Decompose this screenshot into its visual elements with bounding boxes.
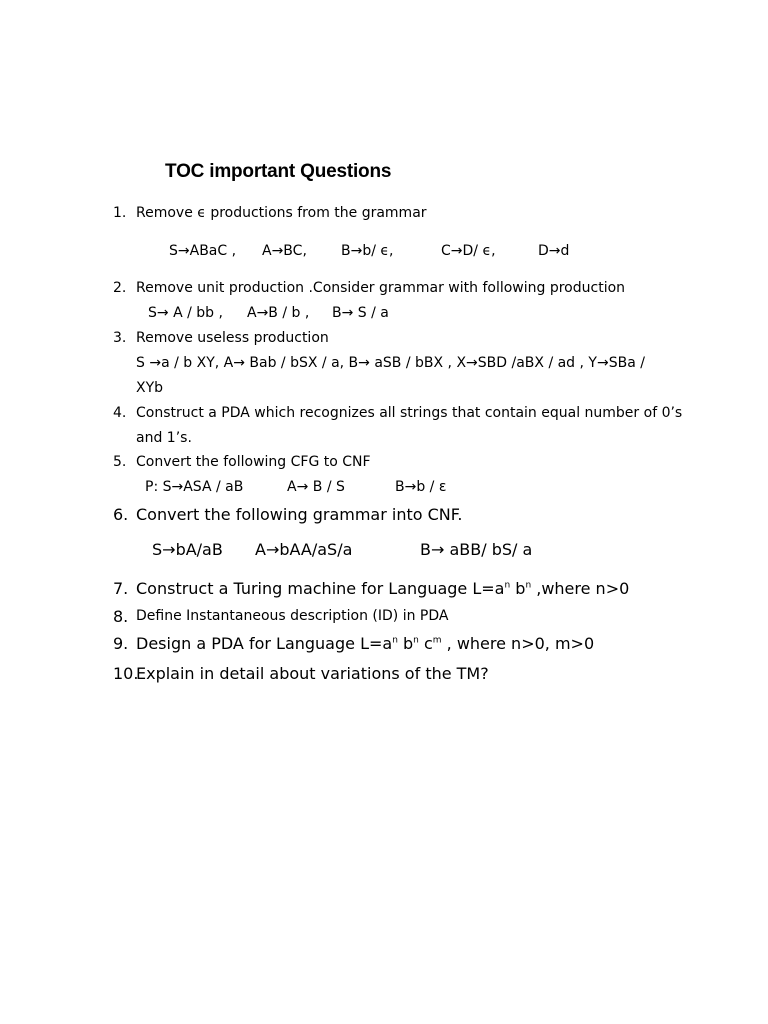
- production: A→ B / S: [287, 479, 345, 495]
- question-text: Convert the following grammar into CNF.: [136, 505, 463, 524]
- production: B→b / ε: [395, 479, 447, 495]
- question-number: 9.: [113, 634, 129, 653]
- question-number: 8.: [113, 607, 129, 626]
- page-title: TOC important Questions: [165, 161, 392, 182]
- question-text: Remove useless production: [136, 330, 329, 346]
- question-text: Construct a Turing machine for Language $L=a^n$ $b^n$ ,where n>0: [136, 579, 630, 598]
- question-number: 3.: [113, 330, 127, 346]
- question-number: 6.: [113, 505, 129, 524]
- production: B→b/ ϵ,: [341, 243, 394, 259]
- production: A→BC,: [262, 243, 307, 259]
- question-number: 5.: [113, 454, 127, 470]
- question-number: 2.: [113, 280, 127, 296]
- question-text: Convert the following CFG to CNF: [136, 454, 371, 470]
- question-text: Remove ϵ productions from the grammar: [136, 205, 427, 221]
- question-text: Explain in detail about variations of the TM?: [136, 664, 489, 683]
- question-text-continued: and 1’s.: [136, 430, 192, 446]
- question-text: Construct a PDA which recognizes all strings that contain equal number of 0’s: [136, 405, 683, 421]
- question-text: Define Instantaneous description (ID) in PDA: [136, 608, 449, 624]
- production: S→bA/aB: [152, 540, 223, 559]
- production: A→B / b ,: [247, 305, 310, 321]
- production: A→bAA/aS/a: [255, 540, 353, 559]
- production: B→ S / a: [332, 305, 389, 321]
- question-number: 1.: [113, 205, 127, 221]
- question-number: 10.: [113, 664, 139, 683]
- production: D→d: [538, 243, 570, 259]
- production: S→ABaC ,: [169, 243, 237, 259]
- production: S→ A / bb ,: [148, 305, 223, 321]
- question-text: Remove unit production .Consider grammar with following production: [136, 280, 626, 296]
- production: B→ aBB/ bS/ a: [420, 540, 533, 559]
- production-line: S →a / b XY, A→ Bab / bSX / a, B→ aSB / bBX , X→SBD /aBX / ad , Y→SBa /: [136, 355, 645, 371]
- question-text: Design a PDA for Language $L=a^n$ $b^n$ $c^m$ , where n>0, m>0: [136, 634, 595, 653]
- production: C→D/ ϵ,: [441, 243, 496, 259]
- question-number: 4.: [113, 405, 127, 421]
- production: P: S→ASA / aB: [145, 479, 244, 495]
- production-line: XYb: [136, 380, 164, 396]
- question-number: 7.: [113, 579, 129, 598]
